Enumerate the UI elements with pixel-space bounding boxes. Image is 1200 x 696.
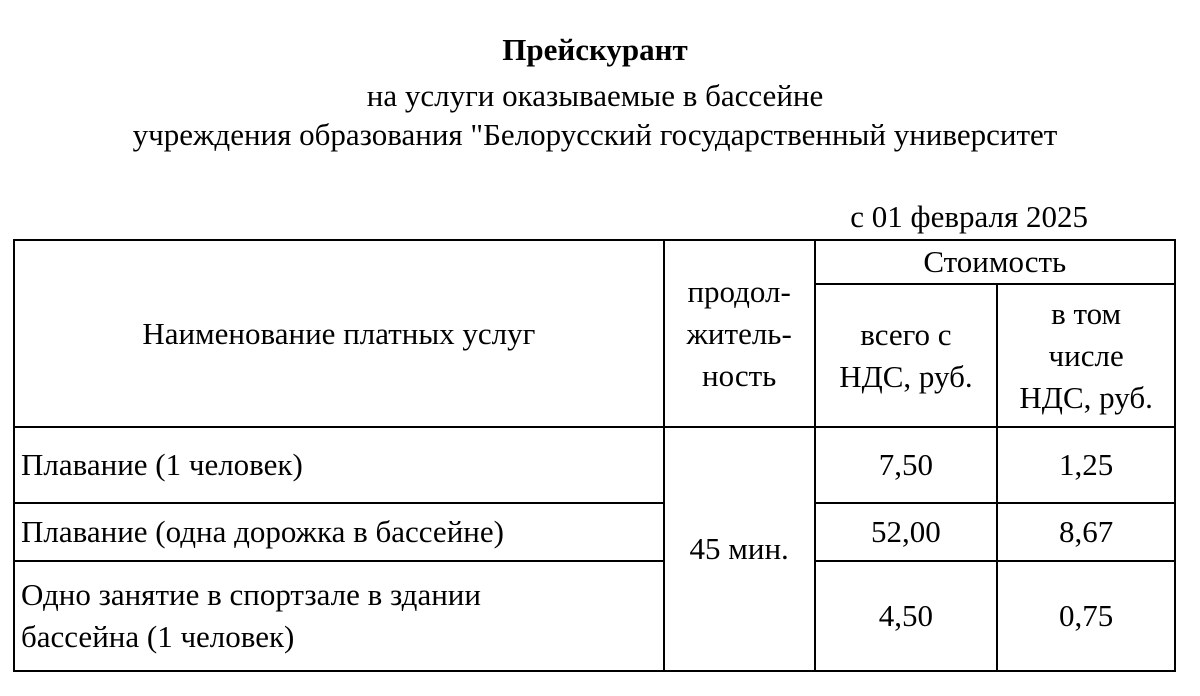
- service-name-line: бассейна (1 человек): [21, 619, 295, 654]
- duration-value: 45 мин.: [664, 427, 815, 671]
- header-total-with-vat: [815, 284, 998, 427]
- service-name-line: Одно занятие в спортзале в здании: [21, 577, 481, 612]
- document-title: Прейскурант: [502, 32, 688, 67]
- price-total: 4,50: [815, 561, 998, 671]
- header-service-name: Наименование платных услуг: [14, 240, 664, 427]
- price-vat: 0,75: [997, 561, 1175, 671]
- table-row: [14, 427, 1175, 503]
- header-vat-line: НДС, руб.: [1019, 379, 1153, 415]
- header-duration-line: продол-: [687, 273, 791, 309]
- table-header-row: [14, 240, 1175, 284]
- service-name: Плавание (1 человек): [14, 427, 664, 503]
- table-row: [14, 503, 1175, 561]
- table-row: [14, 561, 1175, 671]
- header-total-line: всего с: [860, 316, 952, 352]
- header-total-line: НДС, руб.: [839, 358, 973, 394]
- price-list-table: [13, 239, 1176, 672]
- service-name: [14, 561, 664, 671]
- effective-date: с 01 февраля 2025: [850, 199, 1088, 234]
- price-total: 7,50: [815, 427, 998, 503]
- price-vat: 8,67: [997, 503, 1175, 561]
- document-subtitle-line-2: учреждения образования "Белорусский государственный университет: [132, 117, 1058, 152]
- header-vat-line: числе: [1048, 337, 1124, 373]
- header-cost: Стоимость: [815, 240, 1175, 284]
- header-duration: [664, 240, 815, 427]
- price-vat: 1,25: [997, 427, 1175, 503]
- header-vat-line: в том: [1051, 295, 1122, 331]
- header-duration-line: ность: [701, 357, 777, 393]
- service-name: Плавание (одна дорожка в бассейне): [14, 503, 664, 561]
- header-vat-included: [997, 284, 1175, 427]
- price-total: 52,00: [815, 503, 998, 561]
- document-subtitle-line-1: на услуги оказываемые в бассейне: [366, 78, 824, 113]
- header-duration-line: житель-: [686, 315, 792, 351]
